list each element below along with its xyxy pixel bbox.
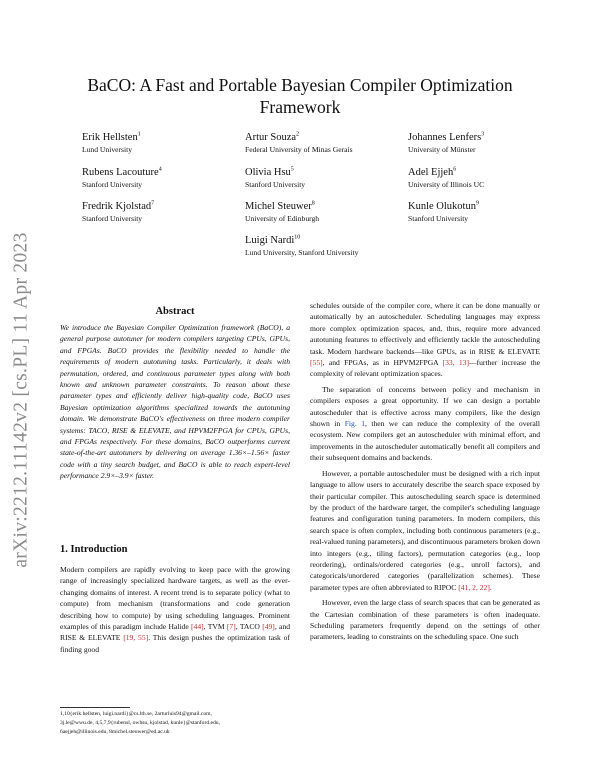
author-name: Michel Steuwer$^8$ (245, 200, 315, 212)
author-block (408, 200, 479, 224)
footnote-line: 1,10{erik.hellsten, luigi.nardi}@cs.lth.se, 2arturluis94@gmail.com, (60, 711, 212, 717)
author-email-footnotes (60, 710, 290, 737)
citation-link[interactable]: [41, 2, 22] (458, 582, 490, 592)
abstract-heading: Abstract (155, 306, 195, 317)
author-block (408, 166, 484, 190)
citation-link[interactable]: [33, 13] (442, 358, 469, 368)
citation-link[interactable]: [49] (262, 622, 275, 632)
author-name: Rubens Lacouture$^4$ (82, 166, 162, 178)
citation-link[interactable]: [44] (191, 622, 204, 632)
author-affiliation: Federal University of Minas Gerais (245, 145, 353, 154)
author-affiliation: Stanford University (82, 214, 143, 223)
author-affiliation: Lund University, Stanford University (245, 248, 359, 257)
footnote-line: 6aejjeh@illinois.edu, 8michel.steuwer@ed.ac.uk (60, 729, 170, 735)
introduction-paragraph: Modern compilers are rapidly evolving to keep pace with the growing range of increasingly specialized hardware targets, as well as the ever-changing domains of interest. A recent trend is to separate policy (what to compute) from mechanism (transformations and code generation describing how to compute) by using scheduling languages. Prominent examples of this paradigm include Halide [44], TVM [7], TACO [49], and RISE & ELEVATE [19, 55]. This design pushes the optimization task of finding good (60, 565, 291, 654)
author-block (245, 234, 358, 258)
author-block (408, 131, 484, 155)
author-affiliation: Stanford University (245, 180, 306, 189)
body-paragraph: However, a portable autoscheduler must be designed with a rich input language to allow users to accurately describe the search space exposed by their particular compiler. This autoscheduling search space is determined by the product of the hardware target, the compiler's scheduling language features and configuration tuning parameters. In modern compilers, this search space is often complex, including both continuous parameters (e.g., real-valued tuning parameters), and discontinuous parameters broken down into integers (e.g., tiling factors), permutation categories (e.g., loop reordering), ordinals/ordered categories (e.g., unroll factors), and categoricals/unordered categories (parallelization schemes). These parameter types are often abbreviated to RIPOC [41, 2, 22]. (310, 468, 540, 592)
author-affiliation: Lund University (82, 145, 132, 154)
footnote-line: 3j.le@wwu.de, 4,5,7,9{rubensl, owhsu, kjolstad, kunle}@stanford.edu, (60, 720, 221, 726)
citation-link[interactable]: [19, 55] (123, 633, 149, 643)
body-paragraph: The separation of concerns between policy and mechanism in compilers exposes a great opportunity. If we can design a portable autoscheduler that is effective across many compilers, like the design shown in Fig. 1, then we can reduce the complexity of the overall ecosystem. New compilers get an autoscheduler with minimal effort, and improvements in the autoscheduler automatically benefit all compilers and their subsequent domains and backends. (310, 384, 540, 463)
author-affiliation: University of Illinois UC (408, 180, 485, 189)
author-affiliation: Stanford University (82, 180, 143, 189)
author-block (82, 166, 162, 190)
paper-title: BaCO: A Fast and Portable Bayesian Compiler Optimization Framework (87, 75, 513, 117)
section-heading-introduction: 1. Introduction (60, 544, 128, 555)
figure-reference-link[interactable]: Fig. 1 (344, 419, 365, 429)
author-name: Fredrik Kjolstad$^7$ (82, 200, 155, 212)
body-paragraph: However, even the large class of search spaces that can be generated as the Cartesian combination of these parameters is often inadequate. Scheduling parameters frequently depend on the settings of other parameters, leading to constraints on the scheduling space. One such (310, 598, 540, 642)
arxiv-identifier-stamp (6, 210, 38, 590)
citation-link[interactable]: [7] (226, 622, 236, 632)
author-name: Luigi Nardi$^{10}$ (245, 234, 301, 246)
author-block (82, 131, 141, 155)
abstract-text: We introduce the Bayesian Compiler Optimization framework (BaCO), a general purpose autotuner for modern compilers targeting CPUs, GPUs, and FPGAs. BaCO provides the flexibility needed to handle the requirements of modern autotuning tasks. Particularly, it deals with permutation, ordered, and continuous parameter types along with both known and unknown parameter constraints. To reason about these parameter types and efficiently deliver high-quality code, BaCO uses Bayesian optimization algorithms specialized towards the autotuning domain. We demonstrate BaCO's effectiveness on three modern compiler systems: TACO, RISE & ELEVATE, and HPVM2FPGA for CPUs, GPUs, and FPGAs respectively. For these domains, BaCO outperforms current state-of-the-art autotuners by delivering on average 1.36×–1.56× faster code with a tiny search budget, and BaCO is able to reach expert-level performance 2.9×–3.9× faster. (60, 323, 290, 481)
author-name: Adel Ejjeh$^6$ (408, 166, 457, 178)
right-column-text (310, 300, 540, 643)
author-affiliation: Stanford University (408, 214, 469, 223)
arxiv-identifier-text: arXiv:2212.11142v2 [cs.PL] 11 Apr 2023 (11, 232, 33, 568)
author-affiliation: University of Münster (408, 145, 476, 154)
author-block (82, 200, 154, 224)
author-affiliation: University of Edinburgh (245, 214, 320, 223)
author-name: Olivia Hsu$^5$ (245, 166, 294, 178)
author-name: Erik Hellsten$^1$ (82, 131, 141, 143)
citation-link[interactable]: [55] (310, 358, 323, 368)
author-name: Artur Souza$^2$ (245, 131, 300, 143)
author-block (245, 131, 353, 155)
author-name: Kunle Olukotun$^9$ (408, 200, 479, 212)
author-name: Johannes Lenfers$^3$ (408, 131, 485, 143)
footnote-divider (60, 707, 130, 708)
author-block (245, 200, 319, 224)
body-paragraph: schedules outside of the compiler core, where it can be done manually or automatically by an autoscheduler. Scheduling languages may express more complex optimization spaces, and, thus, require more advanced autotuning features to effectively and efficiently tackle the autoscheduling task. Modern hardware backends—like GPUs, as in RISE & ELEVATE [55], and FPGAs, as in HPVM2FPGA [33, 13]—further increase the complexity of relevant optimization spaces. (310, 301, 540, 379)
author-block (245, 166, 305, 190)
